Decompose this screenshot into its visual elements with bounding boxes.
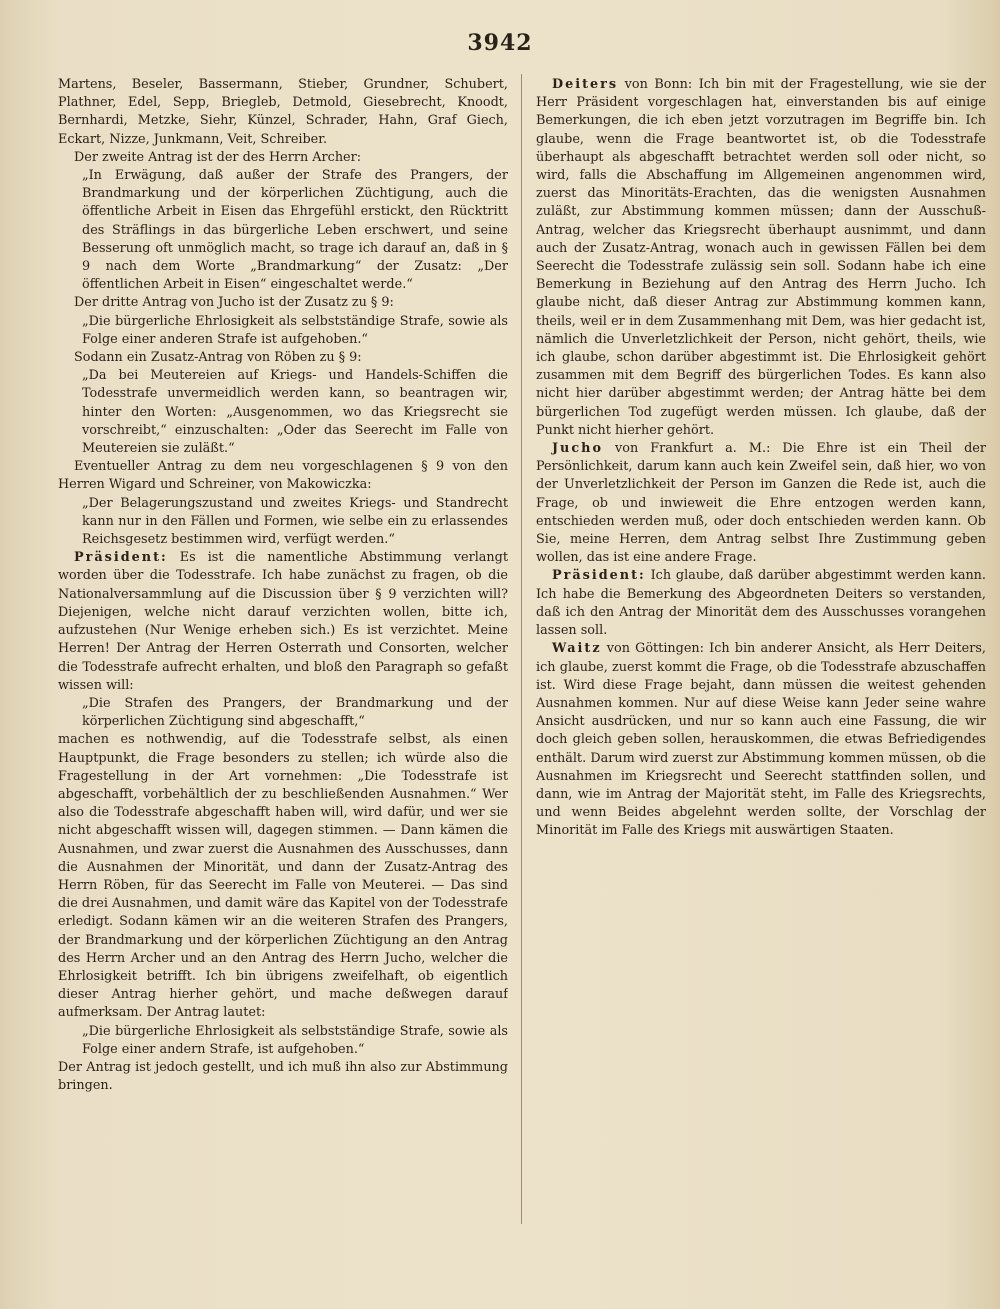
quoted-motion: „Die bürgerliche Ehrlosigkeit als selbstständige Strafe, sowie als Folge einer anderen Strafe ist aufgehoben.“	[82, 313, 508, 347]
quoted-motion: „In Erwägung, daß außer der Strafe des Prangers, der Brandmarkung und der körperlichen Züchtigung, auch die öffentliche Arbeit in Eisen das Ehrgefühl erstickt, den Rücktritt des Sträflings in das bürgerliche Leben erschwert, und seine Besserung oft unmöglich macht, so trage ich darauf an, daß in § 9 nach dem Worte „Brandmarkung“ der Zusatz: „Der öffentlichen Arbeit in Eisen“ eingeschaltet werde.“	[82, 168, 508, 293]
speech-paragraph	[536, 640, 986, 840]
quoted-motion: „Die Strafen des Prangers, der Brandmarkung und der körperlichen Züchtigung sind abgeschafft,“	[82, 695, 508, 730]
speech-text: von Göttingen: Ich bin anderer Ansicht, als Herr Deiters, ich glaube, zuerst kommt die Frage, ob die Todesstrafe abzuschaffen ist. Wird diese Frage bejaht, dann müssen die weitest gehenden Ausnahmen kommen. Nur auf diese Weise kann Jeder seine wahre Ansicht ausdrücken, und nur so kann auch eine Fassung, die wir doch gleich geben sollen, herauskommen, die etwas Befriedigendes enthält. Darum wird zuerst zur Abstimmung kommen müssen, ob die Ausnahmen im Kriegsrecht und Seerecht stattfinden sollen, und dann, wie im Antrag der Majorität steht, im Falle des Kriegsrechts, und wenn Beides abgelehnt werden sollte, der Vorschlag der Minorität im Falle des Kriegs mit auswärtigen Staaten.	[536, 641, 986, 839]
quoted-motion: „Da bei Meutereien auf Kriegs- und Handels-Schiffen die Todesstrafe unvermeidlich werden kann, so beantragen wir, hinter den Worten: „Ausgenommen, wo das Kriegsrecht sie vorschreibt,“ einzuschalten: „Oder das Seerecht im Falle von Meutereien sie zuläßt.“	[82, 368, 508, 457]
speech-text: von Bonn: Ich bin mit der Fragestellung, wie sie der Herr Präsident vorgeschlagen hat, einverstanden bis auf einige Bemerkungen, die ich eben jetzt vorzutragen im Begriffe bin. Ich glaube, wenn die Frage beantwortet ist, ob die Todesstrafe überhaupt als abgeschafft betrachtet werden soll oder nicht, so wird, falls die Abschaffung im Allgemeinen angenommen wird, zuerst das Minoritäts-Erachten, das die wenigsten Ausnahmen zuläßt, zur Abstimmung kommen müssen; dann der Ausschuß-Antrag, welcher das Kriegsrecht überhaupt ausnimmt, und dann auch der Zusatz-Antrag, wonach auch in gewissen Fällen bei dem Seerecht die Todesstrafe zulässig sein soll. Sodann habe ich eine Bemerkung in Beziehung auf den Antrag des Herrn Jucho. Ich glaube nicht, daß dieser Antrag zur Abstimmung kommen kann, theils, weil er in dem Zusammenhang mit Dem, was hier gedacht ist, nämlich die Unverletzlichkeit der Person, nicht gehört, theils, wie ich glaube, schon darüber abgestimmt ist. Die Ehrlosigkeit gehört zusammen mit dem Begriff des bürgerlichen Todes. Es kann also nicht hier darüber abgestimmt werden; der Antrag hätte bei dem bürgerlichen Tod zugefügt werden müssen. Ich glaube, daß der Punkt nicht hierher gehört.	[536, 77, 986, 438]
paragraph: Der dritte Antrag von Jucho ist der Zusatz zu § 9:	[74, 295, 394, 311]
speech-paragraph	[536, 567, 986, 640]
column-divider	[521, 74, 522, 1224]
page-number: 3942	[467, 30, 533, 56]
left-column	[58, 76, 508, 1276]
speech-text: Es ist die namentliche Abstimmung verlangt worden über die Todesstrafe. Ich habe zunächst zu fragen, ob die Nationalversammlung auf die Discussion über § 9 verzichten will? Diejenigen, welche nicht darauf verzichten wollen, bitte ich, aufzustehen (Nur Wenige erheben sich.) Es ist verzichtet. Meine Herren! Der Antrag der Herren Osterrath und Consorten, welcher die Todesstrafe aufrecht erhalten, und bloß den Paragraph so gefaßt wissen will:	[58, 550, 508, 693]
speaker-name: Jucho	[552, 441, 603, 457]
speaker-name: Präsident:	[74, 550, 168, 566]
speech-paragraph	[58, 549, 508, 695]
speaker-name: Deiters	[552, 77, 619, 92]
quoted-motion: „Die bürgerliche Ehrlosigkeit als selbstständige Strafe, sowie als Folge einer andern Strafe, ist aufgehoben.“	[82, 1023, 508, 1057]
speech-paragraph	[536, 76, 986, 440]
speaker-name: Präsident:	[552, 568, 646, 584]
quoted-motion: „Der Belagerungszustand und zweites Kriegs- und Standrecht kann nur in den Fällen und Formen, wie selbe ein zu erlassendes Reichsgesetz bestimmen wird, verfügt werden.“	[82, 495, 508, 548]
paragraph: machen es nothwendig, auf die Todesstrafe selbst, als einen Hauptpunkt, die Frage besonders zu stellen; ich würde also die Fragestellung in der Art vornehmen: „Die Todesstrafe ist abgeschafft, vorbehältlich der zu beschließenden Ausnahmen.“ Wer also die Todesstrafe abgeschafft haben will, wird dafür, und wer sie nicht abgeschafft wissen will, dagegen stimmen. — Dann kämen die Ausnahmen, und zwar zuerst die Ausnahmen des Ausschusses, dann die Ausnahmen der Minorität, und dann der Zusatz-Antrag des Herrn Röben, für das Seerecht im Falle von Meuterei. — Das sind die drei Ausnahmen, und damit wäre das Kapitel von der Todesstrafe erledigt. Sodann kämen wir an die weiteren Strafen des Prangers, der Brandmarkung und der körperlichen Züchtigung an den Antrag des Herrn Archer und an den Antrag des Herrn Jucho, welcher die Ehrlosigkeit betrifft. Ich bin übrigens zweifelhaft, ob eigentlich dieser Antrag hierher gehört, und mache deßwegen darauf aufmerksam. Der Antrag lautet:	[58, 732, 508, 1021]
speech-text: Ich glaube, daß darüber abgestimmt werden kann. Ich habe die Bemerkung des Abgeordneten Deiters so verstanden, daß ich den Antrag der Minorität dem des Ausschusses vorangehen lassen soll.	[536, 568, 986, 639]
speaker-name: Waitz	[552, 641, 602, 657]
speech-paragraph	[536, 440, 986, 567]
paragraph: Eventueller Antrag zu dem neu vorgeschlagenen § 9 von den Herren Wigard und Schreiner, von Makowiczka:	[58, 459, 508, 493]
paragraph: Der Antrag ist jedoch gestellt, und ich muß ihn also zur Abstimmung bringen.	[58, 1059, 508, 1094]
paragraph: Der zweite Antrag ist der des Herrn Archer:	[74, 149, 362, 165]
speech-text: von Frankfurt a. M.: Die Ehre ist ein Theil der Persönlichkeit, darum kann auch kein Zweifel sein, daß hier, wo von der Unverletzlichkeit der Person im Ganzen die Rede ist, auch die Frage, ob und inwieweit die Ehre entzogen werden kann, entschieden werden muß, oder doch entschieden werden kann. Ob Sie, meine Herren, dem Antrag selbst Ihre Zustimmung geben wollen, das ist eine andere Frage.	[536, 441, 986, 566]
right-column	[536, 76, 986, 1276]
paragraph: Sodann ein Zusatz-Antrag von Röben zu § 9:	[74, 350, 362, 366]
member-list-continuation: Martens, Beseler, Bassermann, Stieber, Grundner, Schubert, Plathner, Edel, Sepp, Briegleb, Detmold, Giesebrecht, Knoodt, Bernhardi, Metzke, Siehr, Künzel, Schrader, Hahn, Graf Giech, Eckart, Nizze, Junkmann, Veit, Schreiber.	[58, 77, 508, 147]
